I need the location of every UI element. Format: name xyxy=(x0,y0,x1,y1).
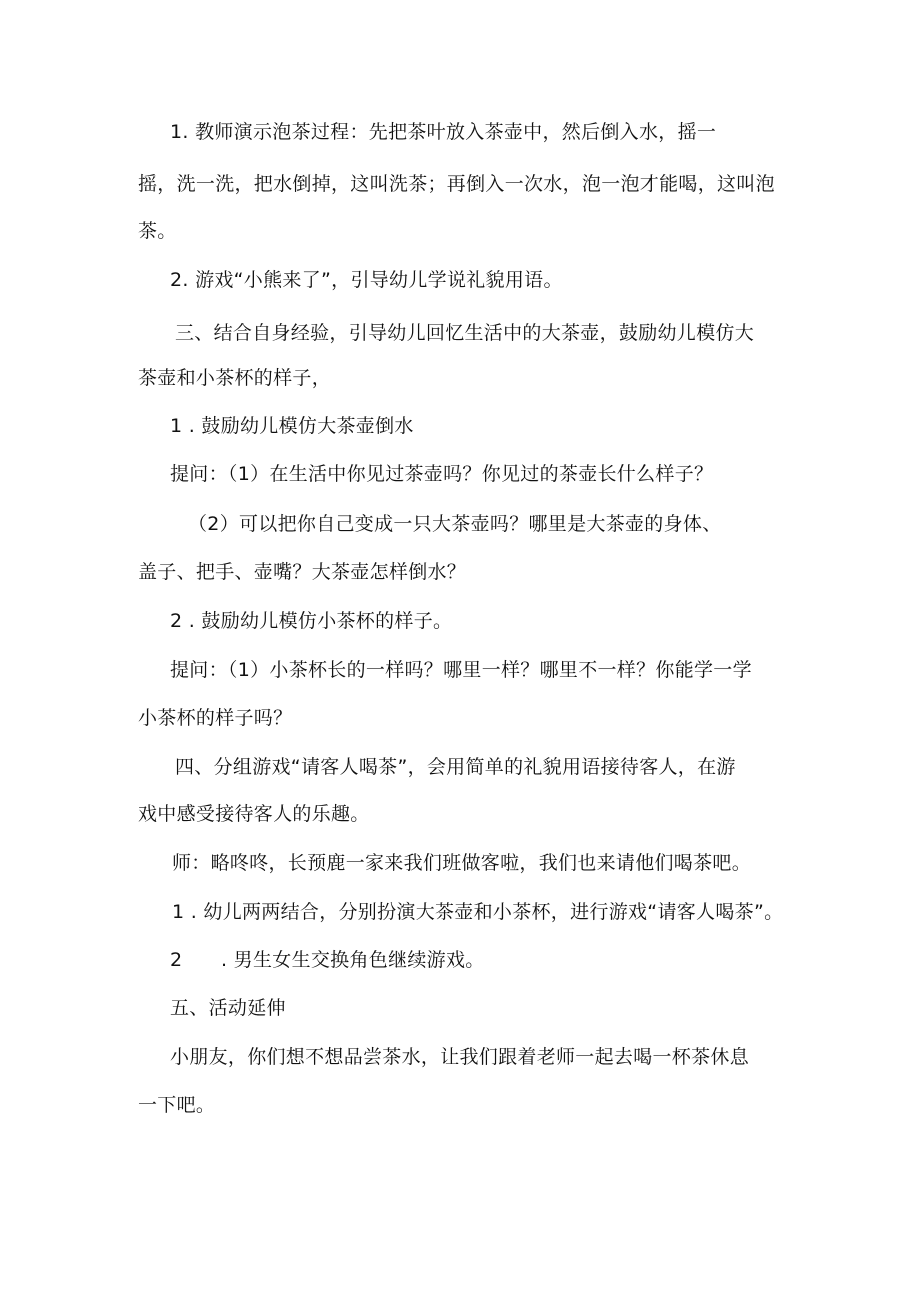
paragraph-line: 五、活动延伸 xyxy=(170,997,286,1019)
paragraph-line: 小朋友，你们想不想品尝茶水，让我们跟着老师一起去喝一杯茶休息 xyxy=(170,1046,750,1068)
paragraph-line: 提问：（1）小茶杯长的一样吗？哪里一样？哪里不一样？你能学一学 xyxy=(170,659,752,681)
paragraph-line: 1 . 鼓励幼儿模仿大茶壶倒水 xyxy=(170,415,414,437)
paragraph-line: 一下吧。 xyxy=(138,1094,216,1116)
paragraph-line: 盖子、把手、壶嘴？大茶壶怎样倒水？ xyxy=(138,561,467,583)
paragraph-line: 1 . 幼儿两两结合，分别扮演大茶壶和小茶杯，进行游戏“请客人喝茶”。 xyxy=(172,901,784,923)
paragraph-line: 戏中感受接待客人的乐趣。 xyxy=(138,803,370,825)
paragraph-line: 摇，洗一洗，把水倒掉，这叫洗茶；再倒入一次水，泡一泡才能喝，这叫泡 xyxy=(138,173,775,195)
paragraph-line: 师：略咚咚，长预鹿一家来我们班做客啦，我们也来请他们喝茶吧。 xyxy=(172,852,752,874)
paragraph-line: 2 . 男生女生交换角色继续游戏。 xyxy=(170,949,485,971)
paragraph-line: 茶壶和小茶杯的样子， xyxy=(138,367,332,389)
paragraph-line: 三、结合自身经验，引导幼儿回忆生活中的大茶壶，鼓励幼儿模仿大 xyxy=(175,322,755,344)
paragraph-line: 2 . 鼓励幼儿模仿小茶杯的样子。 xyxy=(170,610,453,632)
paragraph-line: 小茶杯的样子吗？ xyxy=(138,707,293,729)
paragraph-line: 1. 教师演示泡茶过程：先把茶叶放入茶壶中，然后倒入水，摇一 xyxy=(170,121,717,143)
paragraph-line: 提问：（1）在生活中你见过茶壶吗？你见过的茶壶长什么样子？ xyxy=(170,463,714,485)
paragraph-line: 茶。 xyxy=(138,220,177,242)
paragraph-line: （2）可以把你自己变成一只大茶壶吗？哪里是大茶壶的身体、 xyxy=(188,513,722,535)
paragraph-line: 2. 游戏“小熊来了”，引导幼儿学说礼貌用语。 xyxy=(170,269,563,291)
paragraph-line: 四、分组游戏“请客人喝茶”，会用简单的礼貌用语接待客人，在游 xyxy=(175,756,736,778)
